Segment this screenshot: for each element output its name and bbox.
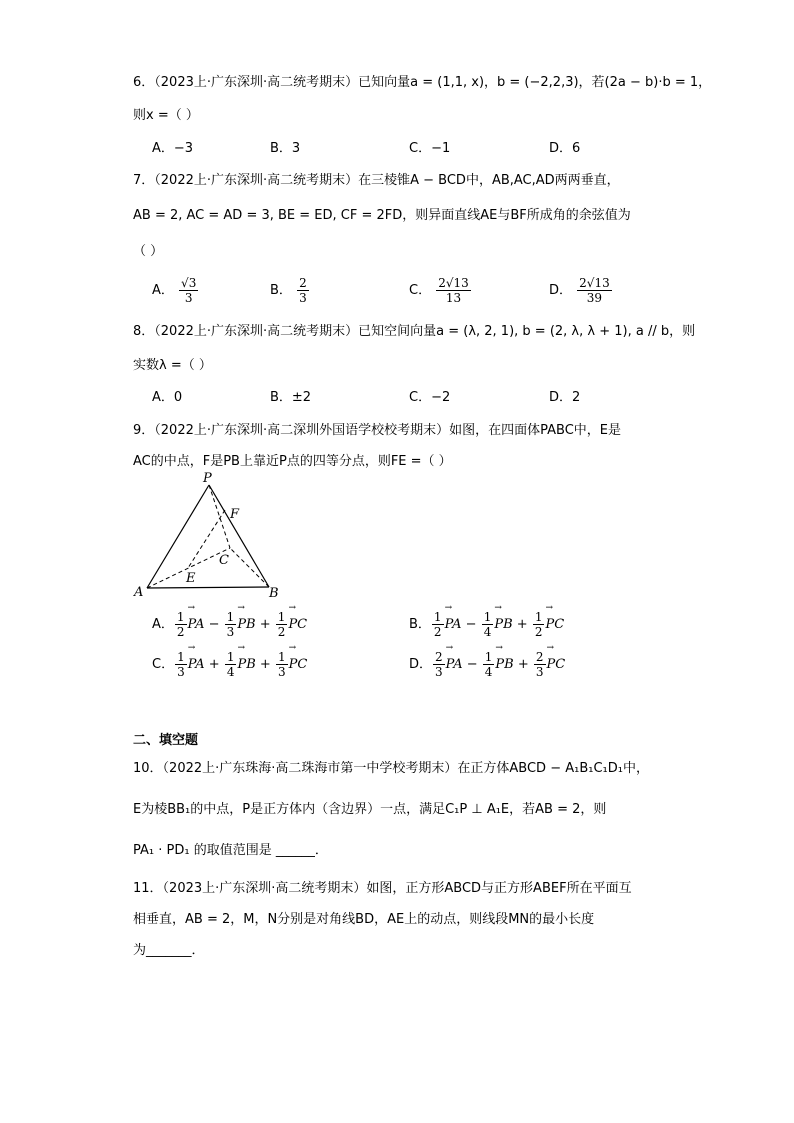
vector-term: → PA (446, 655, 463, 675)
operator: − (204, 617, 224, 632)
fraction (297, 276, 309, 305)
q6-option-c: C．−1 (409, 141, 451, 156)
vector-term: → PA (188, 615, 205, 635)
q11-line2: 相垂直，AB = 2，M，N分别是对角线BD，AE上的动点，则线段MN的最小长度 (133, 912, 595, 927)
coefficient-fraction: $\frac{1}{3}$ (226, 610, 235, 639)
label-b: B (269, 586, 279, 601)
q8-option-c: C．−2 (409, 390, 451, 405)
edge-ab (147, 587, 269, 588)
denominator: 39 (586, 291, 603, 305)
q6-option-b: B．3 (270, 141, 301, 156)
option-letter: A． (152, 617, 174, 632)
label-a: A (134, 585, 144, 600)
q7-line1: 7．（2022上·广东深圳·高二统考期末）在三棱锥A − BCD中，AB,AC,AD两两垂直， (133, 173, 620, 188)
vector-term: → PC (288, 615, 307, 635)
label-e: E (186, 571, 196, 586)
q8-option-a: A．0 (152, 390, 183, 405)
denominator: 3 (184, 291, 193, 305)
vector-term: → PA (445, 615, 462, 635)
q6-option-d: D．6 (549, 141, 581, 156)
operator: + (255, 657, 275, 672)
numerator: √3 (181, 276, 197, 290)
coefficient-fraction: $\frac{1}{2}$ (534, 610, 543, 639)
operator: + (513, 657, 533, 672)
operator: + (255, 617, 275, 632)
option-letter: B． (270, 283, 292, 298)
coefficient-fraction: $\frac{1}{4}$ (226, 650, 235, 679)
fraction (436, 276, 471, 305)
vector-term: → PC (289, 655, 308, 675)
option-letter: A． (152, 283, 174, 298)
vector-term: → PB (237, 615, 255, 635)
fraction (179, 276, 198, 305)
q10-line3: PA₁ · PD₁ 的取值范围是 ______． (133, 843, 328, 858)
vector-term: → PC (545, 615, 564, 635)
option-letter: D． (549, 283, 573, 298)
option-letter: B． (409, 617, 431, 632)
q8-option-b: B．±2 (270, 390, 312, 405)
coefficient-fraction: $\frac{2}{3}$ (435, 650, 443, 679)
vector-term: → PB (237, 655, 255, 675)
operator: − (462, 657, 482, 672)
fraction (577, 276, 612, 305)
q7-line3: （ ） (133, 244, 164, 259)
coefficient-fraction: $\frac{1}{3}$ (177, 650, 185, 679)
q9-option-c (152, 650, 307, 679)
edge-pb (209, 485, 269, 587)
coefficient-fraction: $\frac{1}{2}$ (433, 610, 442, 639)
q7-line2: AB = 2, AC = AD = 3, BE = ED, CF = 2FD，则异面直线AE与BF所成角的余弦值为 (133, 208, 631, 223)
coefficient-fraction: $\frac{1}{4}$ (483, 610, 492, 639)
q6-option-a: A．−3 (152, 141, 194, 156)
q8-line1: 8．（2022上·广东深圳·高二统考期末）已知空间向量a = (λ, 2, 1), b = (2, λ, λ + 1), a // b，则 (133, 324, 696, 339)
section-heading: 二、填空题 (133, 733, 199, 748)
operator: + (204, 657, 224, 672)
q7-option-d (549, 276, 613, 305)
label-p: P (203, 471, 212, 486)
option-letter: C． (409, 283, 432, 298)
vector-term: → PC (547, 655, 566, 675)
denominator: 3 (299, 291, 307, 305)
vector-term: → PA (188, 655, 205, 675)
q9-option-a (152, 610, 307, 639)
coefficient-fraction: $\frac{1}{2}$ (176, 610, 185, 639)
denominator: 13 (445, 291, 462, 305)
numerator: 2 (299, 276, 307, 290)
q6-line2: 则x =（ ） (133, 108, 199, 123)
vector-term: → PB (494, 615, 512, 635)
q8-line2: 实数λ =（ ） (133, 358, 212, 373)
edge-pa (147, 485, 209, 588)
coefficient-fraction: $\frac{1}{2}$ (277, 610, 286, 639)
q11-line3: 为_______． (133, 943, 205, 958)
q9-option-b (409, 610, 564, 639)
q9-line2: AC的中点，F是PB上靠近P点的四等分点，则FE =（ ） (133, 454, 452, 469)
option-letter: D． (409, 657, 433, 672)
q7-option-b (270, 276, 310, 305)
q7-option-c (409, 276, 472, 305)
q7-option-a (152, 276, 199, 305)
tetrahedron-figure (130, 470, 290, 605)
q9-option-d (409, 650, 565, 679)
q10-line1: 10．（2022上·广东珠海·高二珠海市第一中学校考期末）在正方体ABCD − A₁B₁C₁D₁中， (133, 761, 649, 776)
label-c: C (219, 553, 229, 568)
q10-line2: E为棱BB₁的中点，P是正方体内（含边界）一点，满足C₁P ⊥ A₁E，若AB = 2，则 (133, 802, 607, 817)
operator: + (512, 617, 532, 632)
coefficient-fraction: $\frac{2}{3}$ (535, 650, 544, 679)
q6-line1: 6．（2023上·广东深圳·高二统考期末）已知向量a = (1,1, x)，b = (−2,2,3)，若(2a − b)·b = 1， (133, 75, 712, 90)
option-letter: C． (152, 657, 175, 672)
operator: − (461, 617, 481, 632)
q11-line1: 11．（2023上·广东深圳·高二统考期末）如图，正方形ABCD与正方形ABEF所在平面互 (133, 881, 632, 896)
label-f: F (230, 507, 240, 522)
q9-line1: 9．（2022上·广东深圳·高二深圳外国语学校校考期末）如图，在四面体PABC中，E是 (133, 423, 622, 438)
q8-option-d: D．2 (549, 390, 581, 405)
coefficient-fraction: $\frac{1}{4}$ (484, 650, 493, 679)
vector-term: → PB (495, 655, 513, 675)
coefficient-fraction: $\frac{1}{3}$ (277, 650, 286, 679)
numerator: 2√13 (438, 276, 469, 290)
numerator: 2√13 (579, 276, 610, 290)
